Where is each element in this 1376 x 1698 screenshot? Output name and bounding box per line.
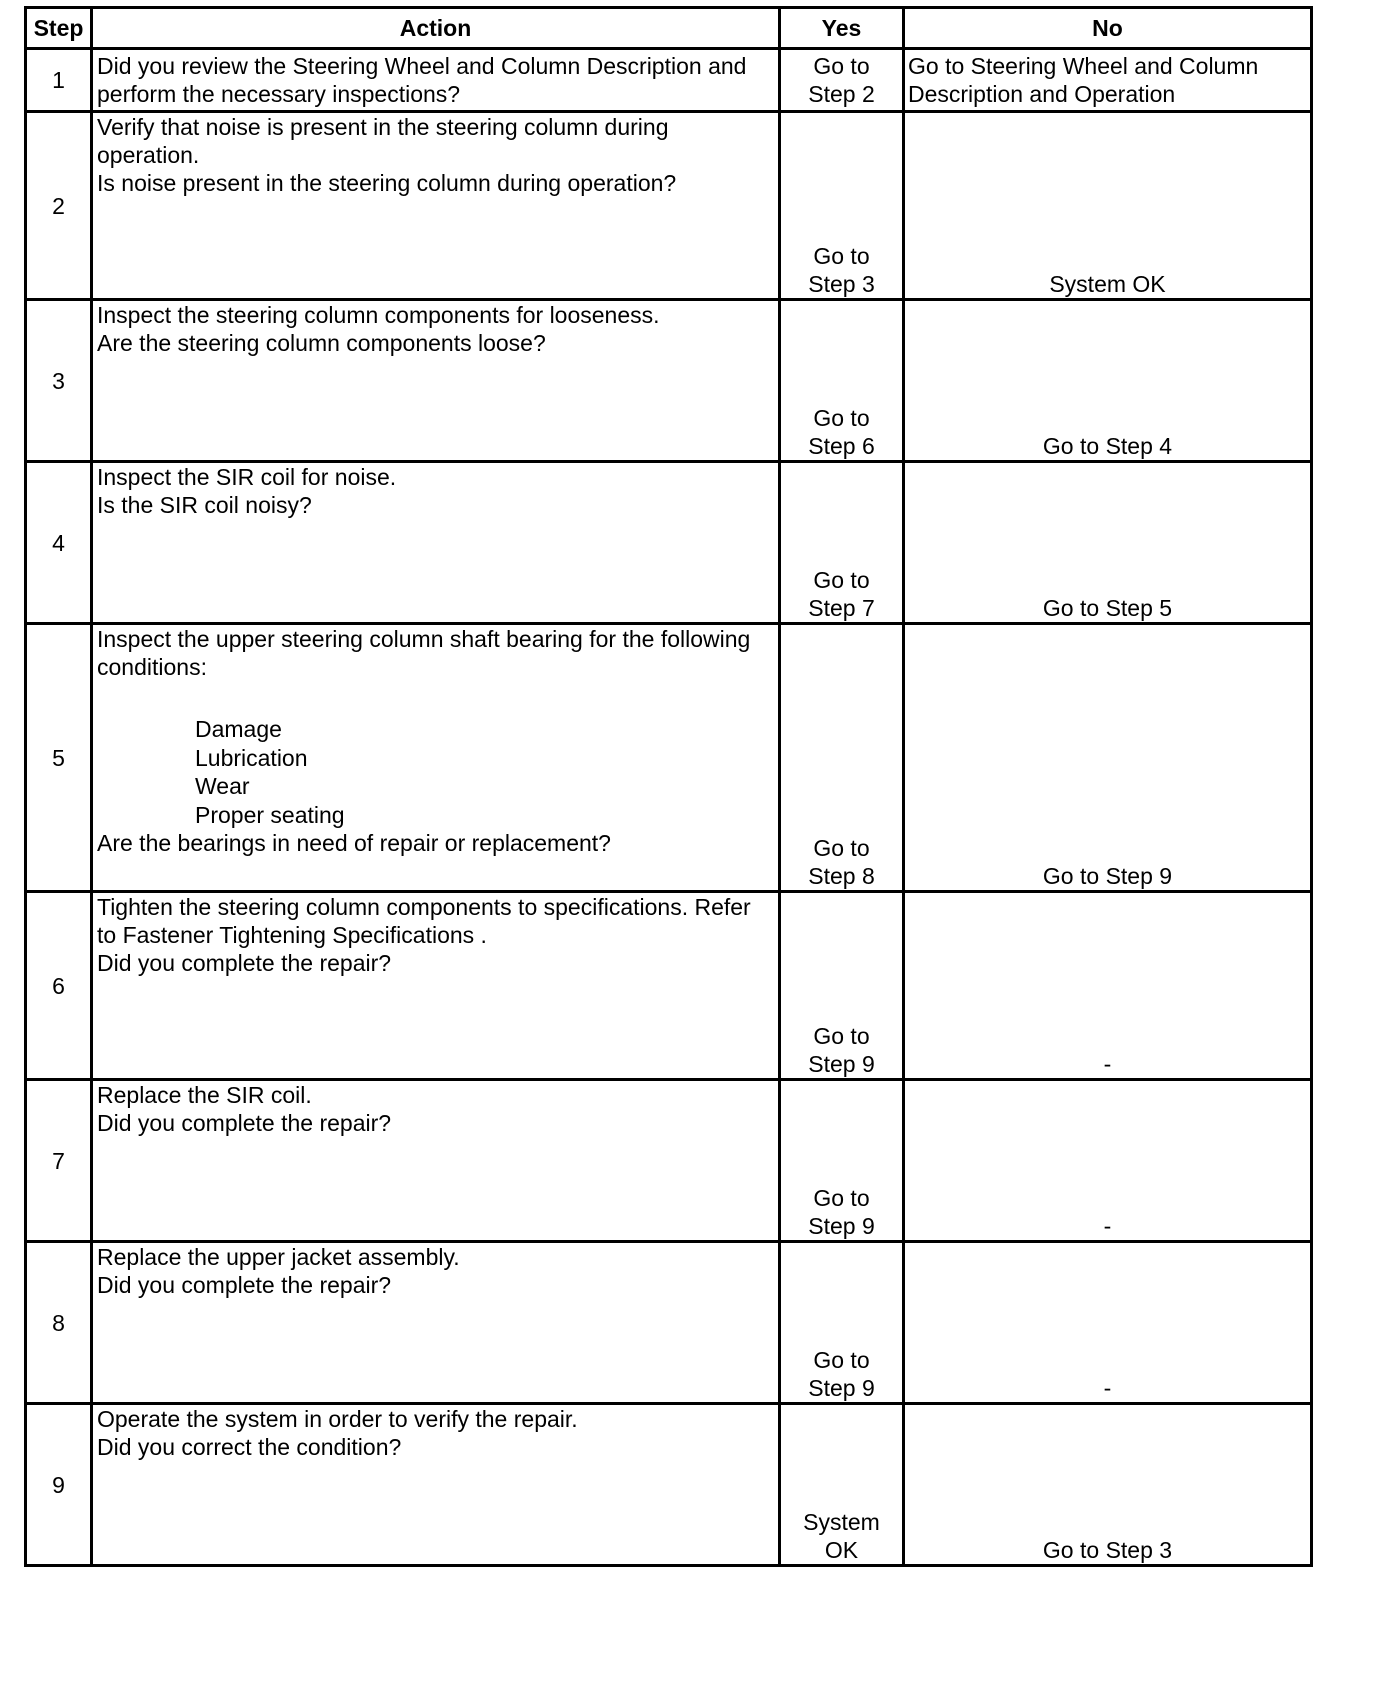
step-number: 2	[26, 112, 92, 300]
condition-item: Wear	[195, 773, 250, 799]
action-question: Are the steering column components loose?	[97, 330, 546, 356]
no-cell: -	[904, 892, 1312, 1080]
yes-cell: Go to Step 6	[780, 300, 904, 462]
action-text: Did you review the Steering Wheel and Column Description and perform the necessary inspections?	[97, 53, 747, 107]
table-row	[26, 1404, 1312, 1566]
action-cell	[92, 1080, 780, 1242]
step-number: 5	[26, 624, 92, 892]
table-row	[26, 49, 1312, 112]
table-row	[26, 892, 1312, 1080]
action-question: Did you complete the repair?	[97, 950, 392, 976]
no-cell: Go to Step 3	[904, 1404, 1312, 1566]
action-text: Inspect the upper steering column shaft bearing for the following conditions:	[97, 626, 751, 680]
action-cell	[92, 892, 780, 1080]
action-text: Tighten the steering column components to specifications. Refer to Fastener Tightening Specifications .	[97, 894, 751, 948]
yes-cell: Go to Step 7	[780, 462, 904, 624]
action-question: Did you complete the repair?	[97, 1110, 392, 1136]
yes-cell: Go to Step 2	[780, 49, 904, 112]
action-text: Verify that noise is present in the steering column during operation.	[97, 114, 669, 168]
step-number: 6	[26, 892, 92, 1080]
no-cell: -	[904, 1080, 1312, 1242]
diagnostic-table	[24, 6, 1313, 1567]
no-cell: Go to Step 4	[904, 300, 1312, 462]
table-row	[26, 1080, 1312, 1242]
action-text: Replace the SIR coil.	[97, 1082, 312, 1108]
header-row	[26, 8, 1312, 49]
header-yes: Yes	[780, 8, 904, 49]
header-step: Step	[26, 8, 92, 49]
step-number: 3	[26, 300, 92, 462]
action-text: Inspect the SIR coil for noise.	[97, 464, 397, 490]
action-question: Are the bearings in need of repair or replacement?	[97, 830, 611, 856]
no-cell: Go to Step 5	[904, 462, 1312, 624]
condition-item: Lubrication	[195, 744, 308, 771]
action-cell	[92, 1404, 780, 1566]
step-number: 9	[26, 1404, 92, 1566]
header-no: No	[904, 8, 1312, 49]
step-number: 1	[26, 49, 92, 112]
yes-cell: Go to Step 3	[780, 112, 904, 300]
no-cell: Go to Step 9	[904, 624, 1312, 892]
action-cell	[92, 462, 780, 624]
table-row	[26, 462, 1312, 624]
no-cell: Go to Steering Wheel and Column Description and Operation	[904, 49, 1312, 112]
action-question: Did you complete the repair?	[97, 1272, 392, 1298]
action-text: Inspect the steering column components for looseness.	[97, 302, 660, 328]
action-text: Replace the upper jacket assembly.	[97, 1244, 460, 1270]
action-cell	[92, 112, 780, 300]
action-question: Is the SIR coil noisy?	[97, 492, 312, 518]
header-action: Action	[92, 8, 780, 49]
action-cell	[92, 49, 780, 112]
no-cell: System OK	[904, 112, 1312, 300]
action-question: Did you correct the condition?	[97, 1434, 402, 1460]
condition-item: Proper seating	[195, 801, 345, 828]
table-row	[26, 624, 1312, 892]
yes-cell: Go to Step 8	[780, 624, 904, 892]
yes-cell: Go to Step 9	[780, 1080, 904, 1242]
condition-list	[97, 715, 774, 829]
yes-cell: System OK	[780, 1404, 904, 1566]
step-number: 7	[26, 1080, 92, 1242]
step-number: 8	[26, 1242, 92, 1404]
step-number: 4	[26, 462, 92, 624]
yes-cell: Go to Step 9	[780, 892, 904, 1080]
table-row	[26, 112, 1312, 300]
action-cell	[92, 624, 780, 892]
table-row	[26, 1242, 1312, 1404]
no-cell: -	[904, 1242, 1312, 1404]
action-text: Operate the system in order to verify the repair.	[97, 1406, 578, 1432]
table-row	[26, 300, 1312, 462]
yes-cell: Go to Step 9	[780, 1242, 904, 1404]
action-question: Is noise present in the steering column during operation?	[97, 170, 677, 196]
action-cell	[92, 1242, 780, 1404]
action-cell	[92, 300, 780, 462]
condition-item: Damage	[195, 716, 282, 742]
